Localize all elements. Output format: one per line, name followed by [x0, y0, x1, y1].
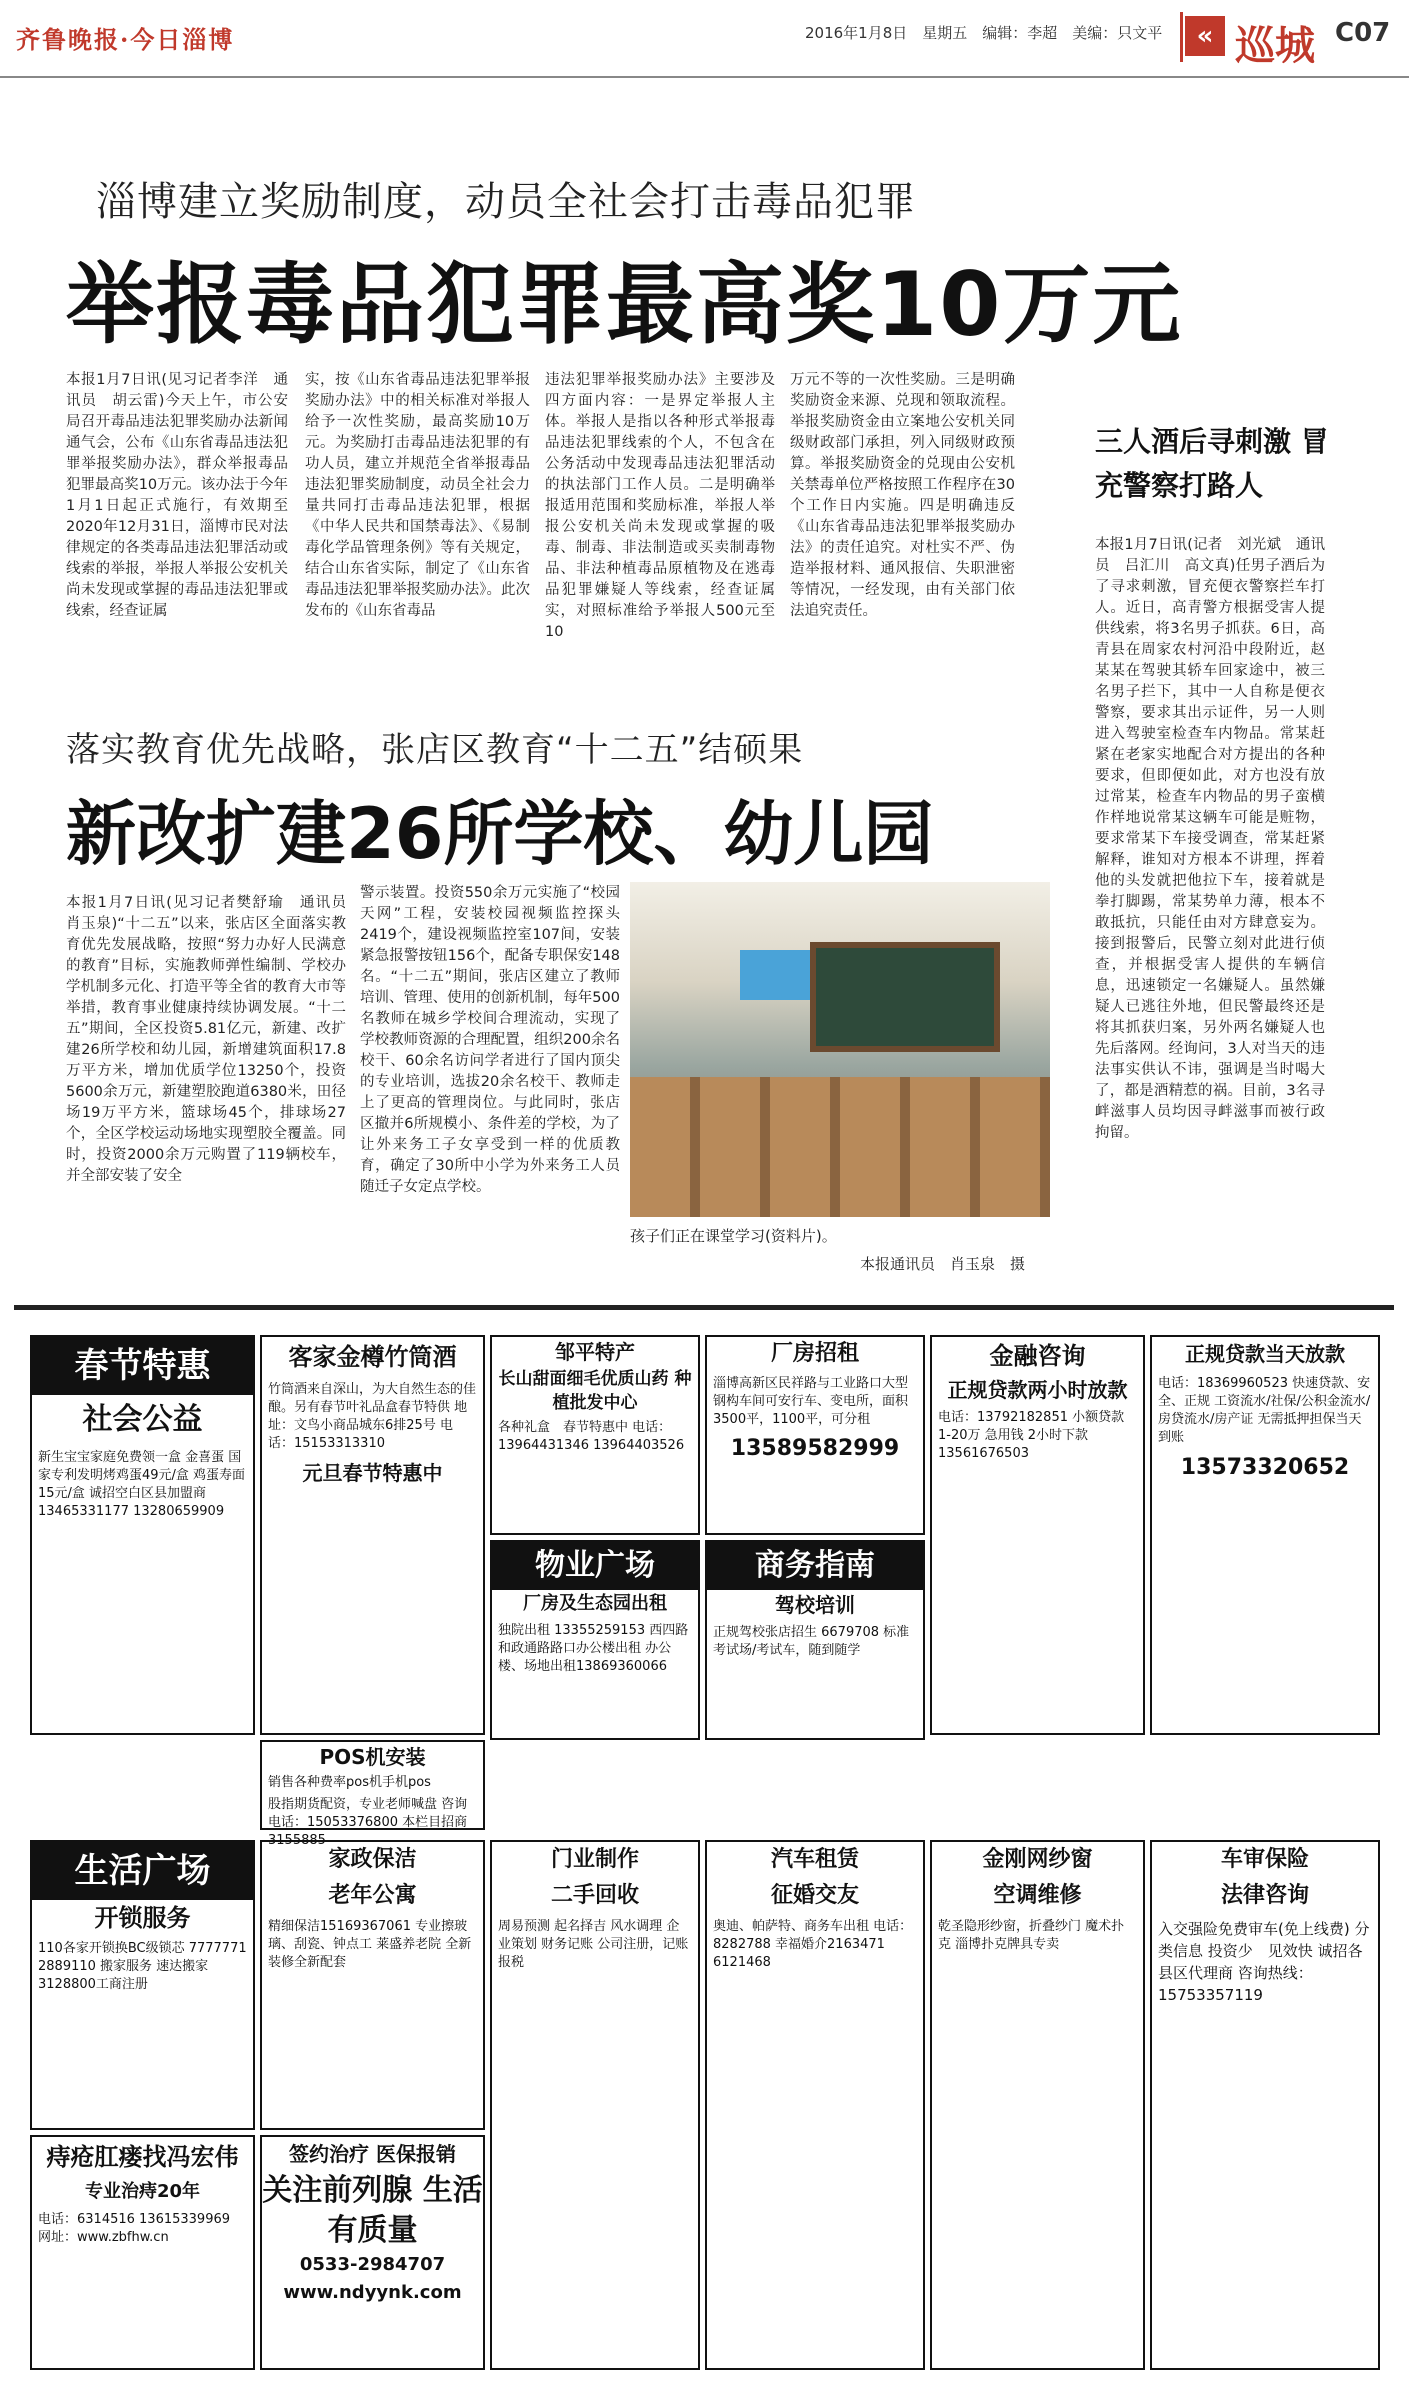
article3-kicker: 落实教育优先战略，张店区教育“十二五”结硕果 [66, 730, 804, 770]
chevron-left-icon: « [1185, 16, 1225, 56]
page-number: C07 [1335, 18, 1391, 48]
ad-subtitle: 社会公益 [82, 1402, 203, 1437]
blackboard [810, 942, 1000, 1052]
ad-body: 周易预测 起名择吉 风水调理 企业策划 财务记账 公司注册，记账报税 [498, 1919, 689, 1970]
ad-life-square [30, 1840, 255, 2130]
ad-title: 签约治疗 医保报销 [289, 2142, 456, 2166]
ad-title: 车审保险 [1220, 1847, 1309, 1872]
ad-title: 家政保洁 [328, 1847, 417, 1872]
ad-body: 电话：18369960523 快速贷款、安全、正规 工资流水/社保/公积金流水/房贷流水/房产证 无需抵押担保当天到账 [1158, 1376, 1371, 1445]
article3-col2: 警示装置。投资550余万元实施了“校园天网”工程，安装校园视频监控探头2419个，建设视频监控室107间，安装紧急报警按钮156个，配备专职保安148名。“十二五”期间，张店区建立了教师培训、管理、使用的创新机制，每年500名教师在城乡学校间合理流动，实现了学校教师资源的合理配置，组织200余名校干、60余名访问学者进行了国内顶尖的专业培训，选拔20余名校干、教师走上了更高的管理岗位。与此同时，张店区撤并6所规模小、条件差的学校，为了让外来务工子女享受到一样的优质教育，确定了30所中小学为外来务工人员随迁子女定点学校。 [360, 885, 620, 1195]
ad-title: 春节特惠 [32, 1337, 253, 1395]
ad-subtitle: 13589582999 [730, 1436, 900, 1461]
article3-headline: 新改扩建26所学校、幼儿园 [66, 793, 934, 875]
ad-title: 厂房招租 [770, 1341, 859, 1366]
student-desks [630, 1077, 1050, 1217]
ad-subtitle: 开锁服务 [94, 1904, 191, 1932]
ad-body: 新生宝宝家庭免费领一盒 金喜蛋 国家专利发明烤鸡蛋49元/盒 鸡蛋寿面15元/盒 诚招空白区县加盟商 13465331177 13280659909 [38, 1450, 246, 1519]
article1-headline: 举报毒品犯罪最高奖10万元 [66, 253, 1183, 356]
photo-caption: 孩子们正在课堂学习(资料片)。 [630, 1227, 837, 1245]
article1-col3: 违法犯罪举报奖励办法》主要涉及四方面内容：一是界定举报人主体。举报人是指以各种形式举报毒品违法犯罪线索的个人，不包含在公务活动中发现毒品违法犯罪活动的执法部门工作人员。二是明确举报适用范围和奖励标准，举报人举报公安机关尚未发现或掌握的吸毒、制毒、非法制造或买卖制毒物品、非法种植毒品原植物及在逃毒品犯罪嫌疑人等线索，经查证属实，对照标准给予举报人500元至10 [545, 372, 775, 640]
ad-yam [490, 1335, 700, 1535]
ad-subtitle: 销售各种费率pos机手机pos [268, 1775, 431, 1790]
ad-body: 各种礼盒 春节特惠中 电话：13964431346 13964403526 [498, 1420, 685, 1453]
article2-body: 本报1月7日讯(记者 刘光斌 通讯员 吕汇川 高文真)任男子酒后为了寻求刺激，冒充便衣警察拦车打人。近日，高青警方根据受害人提供线索，将3名男子抓获。6日，高青县在周家农村河沿中段附近，赵某某在驾驶其轿车回家途中，被三名男子拦下，其中一人自称是便衣警察，要求其出示证件，另一人则进入驾驶室检查车内物品。常某赶紧在老家实地配合对方提出的各种要求，但即便如此，对方也没有放过常某，检查车内物品的男子蛮横作样地说常某这辆车可能是赃物，要求常某下车接受调查，常某赶紧解释，谁知对方根本不讲理，挥着他的头发就把他拉下车，接着就是拳打脚踢，常某势单力薄，根本不敢抵抗，只能任由对方肆意妄为。接到报警后，民警立刻对此进行侦查，并根据受害人提供的车辆信息，迅速锁定一名嫌疑人。虽然嫌疑人已逃往外地，但民警最终还是将其抓获归案，另外两名嫌疑人也先后落网。经询问，3人对当天的违法事实供认不讳，强调是当时喝大了，都是酒精惹的祸。目前，3名寻衅滋事人员均因寻衅滋事而被行政拘留。 [1095, 537, 1325, 1141]
ad-title: 邹平特产 [555, 1340, 635, 1364]
ad-body: 电话：6314516 13615339969 网址：www.zbfhw.cn [38, 2212, 231, 2245]
ad-body: 股指期货配资，专业老师喊盘 咨询电话：15053376800 本栏目招商 3155885 [268, 1797, 468, 1848]
ad-body: 奥迪、帕萨特、商务车出租 电话：8282788 幸福婚介2163471 6121468 [713, 1919, 913, 1970]
photo-credit: 本报通讯员 肖玉泉 摄 [860, 1255, 1026, 1273]
ad-body: 乾圣隐形纱窗，折叠纱门 魔术扑克 淄博扑克牌具专卖 [938, 1919, 1125, 1952]
ad-title: 正规贷款当天放款 [1185, 1342, 1345, 1366]
ad-title: 门业制作 [550, 1847, 639, 1872]
masthead: 齐鲁晚报·今日淄博 [16, 25, 235, 54]
ad-subtitle: 空调维修 [993, 1883, 1082, 1908]
ad-body: 独院出租 13355259153 西四路和政通路路口办公楼出租 办公楼、场地出租13869360066 [498, 1623, 689, 1674]
ad-factory-rent [705, 1335, 925, 1535]
ad-subtitle: 征婚交友 [770, 1883, 859, 1908]
ad-body: 110各家开锁换BC级锁芯 7777771 2889110 搬家服务 速达搬家 3128800工商注册 [38, 1941, 247, 1992]
article1-kicker: 淄博建立奖励制度，动员全社会打击毒品犯罪 [96, 179, 916, 225]
ad-title: 金刚网纱窗 [982, 1847, 1093, 1872]
ad-subtitle: 老年公寓 [328, 1883, 417, 1908]
ad-subtitle: 关注前列腺 生活有质量 [262, 2173, 483, 2248]
ad-subtitle: 正规贷款两小时放款 [947, 1378, 1128, 1402]
section-tag [1180, 12, 1320, 69]
ads-divider [14, 1305, 1394, 1310]
ad-property [490, 1540, 700, 1740]
ad-title: 客家金樽竹筒酒 [288, 1343, 457, 1371]
ad-subtitle: 二手回收 [550, 1883, 639, 1908]
ad-body: 0533-2984707 www.ndyynk.com [283, 2254, 462, 2303]
article1-col2: 实，按《山东省毒品违法犯罪举报奖励办法》中的相关标准对举报人给予一次性奖励，最高奖励10万元。为奖励打击毒品违法犯罪的有功人员，建立并规范全省举报毒品违法犯罪奖励制度，动员全社会力量共同打击毒品违法犯罪，根据《中华人民共和国禁毒法》、《易制毒化学品管理条例》等有关规定，结合山东省实际，制定了《山东省毒品违法犯罪举报奖励办法》。此次发布的《山东省毒品 [305, 372, 530, 619]
projector-screen [740, 950, 810, 1000]
ad-subtitle: 专业治痔20年 [84, 2181, 201, 2202]
ad-subtitle: 元旦春节特惠中 [302, 1461, 443, 1485]
ad-prostate [260, 2135, 485, 2370]
ad-doors [490, 1840, 700, 2370]
ad-title: 金融咨询 [989, 1342, 1086, 1370]
ad-title: POS机安装 [319, 1745, 426, 1769]
ad-title: 生活广场 [32, 1842, 253, 1900]
ad-subtitle: 驾校培训 [775, 1593, 855, 1617]
ad-body: 精细保洁15169367061 专业擦玻璃、刮瓷、钟点工 莱盛养老院 全新装修全新配套 [268, 1919, 472, 1970]
classroom-photo [630, 882, 1050, 1217]
ad-finance [930, 1335, 1145, 1735]
article3-col1: 本报1月7日讯(见习记者樊舒瑜 通讯员 肖玉泉)“十二五”以来，张店区全面落实教育优先发展战略，按照“努力办好人民满意的教育”目标，实施教师弹性编制、学校办学机制多元化、打造平等全省的教育大市等举措，教育事业健康持续协调发展。“十二五”期间，全区投资5.81亿元，新建、改扩建26所学校和幼儿园，新增建筑面积17.8万平方米，增加优质学位13250个，投资5600余万元，新建塑胶跑道6380米，田径场19万平方米，篮球场45个，排球场27个，全区学校运动场地实现塑胶全覆盖。同时，投资2000余万元购置了119辆校车，并全部安装了安全 [66, 895, 361, 1184]
ad-subtitle: 厂房及生态园出租 [523, 1593, 667, 1614]
ad-pos [260, 1740, 485, 1848]
ad-title: 痔疮肛瘘找冯宏伟 [46, 2143, 239, 2171]
ad-car-inspection [1150, 1840, 1380, 2370]
ad-window-screen [930, 1840, 1145, 2370]
ad-body: 淄博高新区民祥路与工业路口大型钢构车间可安行车、变电所，面积3500平，1100平，可分租 [713, 1376, 909, 1427]
ad-loans [1150, 1335, 1380, 1735]
article2-headline: 三人酒后寻刺激 冒充警察打路人 [1095, 425, 1329, 502]
page-header [0, 0, 1409, 78]
ad-body: 竹筒酒来自深山，为大自然生态的佳酿。另有春节叶礼品盒春节特供 地址：文鸟小商品城东6排25号 电话：15153313310 [268, 1382, 477, 1451]
dateline: 2016年1月8日 星期五 编辑：李超 美编：只文平 [805, 24, 1163, 42]
ad-subtitle: 法律咨询 [1220, 1883, 1309, 1908]
ad-body: 正规驾校张店招生 6679708 标准考试场/考试车，随到随学 [713, 1625, 910, 1658]
ad-title: 物业广场 [492, 1542, 698, 1590]
ad-body: 入交强险免费审车(免上线费) 分类信息 投资少 见效快 诚招各县区代理商 咨询热线：15753357119 [1158, 1920, 1370, 2004]
ad-hemorrhoid [30, 2135, 255, 2370]
ad-subtitle: 13573320652 [1180, 1455, 1350, 1480]
section-label: 巡城 [1235, 23, 1315, 69]
ad-title: 汽车租赁 [770, 1847, 859, 1872]
ad-car-rental [705, 1840, 925, 2370]
ad-body: 电话：13792182851 小额贷款 1-20万 急用钱 2小时下款 13561676503 [938, 1410, 1125, 1461]
article1-col1: 本报1月7日讯(见习记者李洋 通讯员 胡云雷)今天上午，市公安局召开毒品违法犯罪奖励办法新闻通气会，公布《山东省毒品违法犯罪举报奖励办法》，群众举报毒品犯罪最高奖10万元。该办法于今年1月1日起正式施行，有效期至2020年12月31日，淄博市民对法律规定的各类毒品违法犯罪活动或线索的举报，举报人举报公安机关尚未发现或掌握的毒品违法犯罪或线索，经查证属 [66, 372, 288, 619]
ad-title: 商务指南 [707, 1542, 923, 1590]
ad-spring-special [30, 1335, 255, 1735]
ad-bamboo-wine [260, 1335, 485, 1735]
ad-subtitle: 长山甜面细毛优质山药 种植批发中心 [498, 1369, 692, 1413]
ad-housekeeping [260, 1840, 485, 2130]
ad-business [705, 1540, 925, 1740]
article1-col4: 万元不等的一次性奖励。三是明确奖励资金来源、兑现和领取流程。举报奖励资金由立案地公安机关同级财政部门承担，列入同级财政预算。举报奖励资金的兑现由公安机关禁毒单位严格按照工作程序在30个工作日内实施。四是明确违反《山东省毒品违法犯罪举报奖励办法》的责任追究。对杜实不严、伪造举报材料、通风报信、失职泄密等情况，一经发现，由有关部门依法追究责任。 [790, 372, 1015, 619]
